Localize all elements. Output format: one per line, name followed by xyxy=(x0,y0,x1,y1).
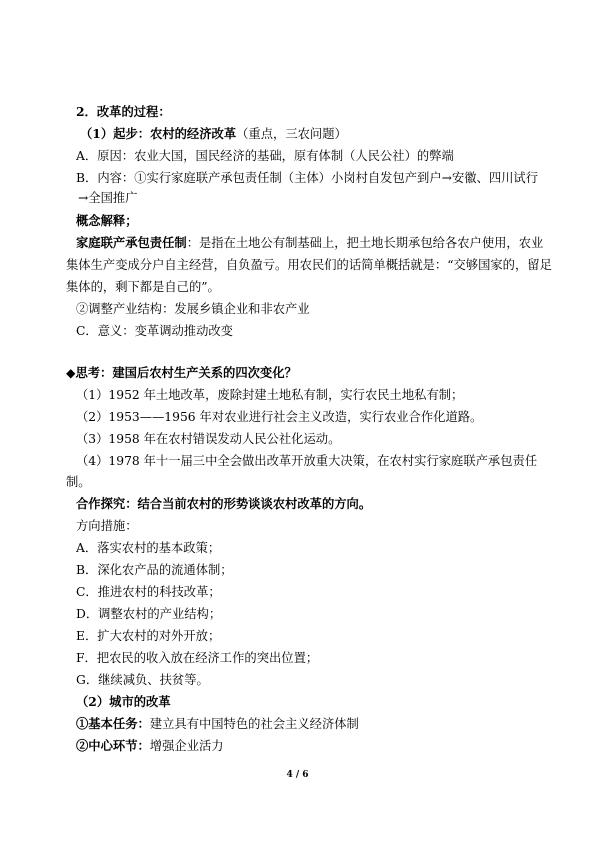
rural-significance: C．意义：变革调动推动改变 xyxy=(76,324,233,338)
rural-content-line2: →全国推广 xyxy=(78,191,138,205)
measure-item: G．继续减负、扶贫等。 xyxy=(76,673,209,687)
measure-item: D．调整农村的产业结构； xyxy=(76,607,222,621)
measure-item: E．扩大农村的对外开放； xyxy=(76,629,221,643)
rural-reform-title xyxy=(80,126,347,142)
urban-core-label: ②中心环节： xyxy=(76,738,150,753)
page-number: 4 / 6 xyxy=(286,770,309,780)
think-item-4: （4）1978 年十一届三中全会做出改革开放重大决策，在农村实行家庭联产承包责任 xyxy=(76,454,538,468)
concept-line3: 集体的，剩下都是自己的”。 xyxy=(66,280,220,294)
urban-core xyxy=(76,738,224,754)
concept-text1: ：是指在土地公有制基础上，把土地长期承包给各农户使用，农业 xyxy=(186,236,544,250)
think-item-1: （1）1952 年土地改革，废除封建土地私有制，实行农民土地私有制； xyxy=(76,388,464,402)
measure-item: A．落实农村的基本政策； xyxy=(76,541,221,555)
rural-item2: ②调整产业结构：发展乡镇企业和非农产业 xyxy=(76,302,310,316)
think-item-4-cont: 制。 xyxy=(66,475,91,489)
think-item-2: （2）1953——1956 年对农业进行社会主义改造，实行农业合作化道路。 xyxy=(76,410,483,424)
urban-task xyxy=(76,716,359,732)
measures-label: 方向措施： xyxy=(76,519,138,533)
concept-line2: 集体生产变成分户自主经营，自负盈亏。用农民们的话简单概括就是：“交够国家的，留足 xyxy=(66,258,552,272)
rural-content-line1: B．内容：①实行家庭联产承包责任制（主体）小岗村自发包产到户→安徽、四川试行 xyxy=(76,171,539,185)
measure-item: B．深化农产品的流通体制； xyxy=(76,563,233,577)
urban-reform-title: （2）城市的改革 xyxy=(76,694,171,709)
concept-line1 xyxy=(76,235,543,251)
measure-item: C．推进农村的科技改革； xyxy=(76,585,221,599)
rural-reform-title-bold: （1）起步：农村的经济改革 xyxy=(80,126,237,141)
concept-term: 家庭联产承包责任制 xyxy=(76,235,187,250)
coop-title: 合作探究：结合当前农村的形势谈谈农村改革的方向。 xyxy=(76,496,372,511)
rural-reason: A．原因：农业大国，国民经济的基础，原有体制（人民公社）的弊端 xyxy=(76,149,454,163)
rural-reform-title-note: （重点，三农问题） xyxy=(236,127,347,141)
urban-task-label: ①基本任务： xyxy=(76,716,150,731)
think-item-3: （3）1958 年在农村错误发动人民公社化运动。 xyxy=(76,432,341,446)
urban-core-text: 增强企业活力 xyxy=(149,739,224,753)
section-heading: 2．改革的过程： xyxy=(76,104,171,119)
measure-item: F．把农民的收入放在经济工作的突出位置； xyxy=(76,651,319,665)
think-title: ◆思考：建国后农村生产关系的四次变化？ xyxy=(66,365,297,380)
urban-task-text: 建立具有中国特色的社会主义经济体制 xyxy=(149,717,359,731)
concept-heading: 概念解释； xyxy=(76,213,138,228)
